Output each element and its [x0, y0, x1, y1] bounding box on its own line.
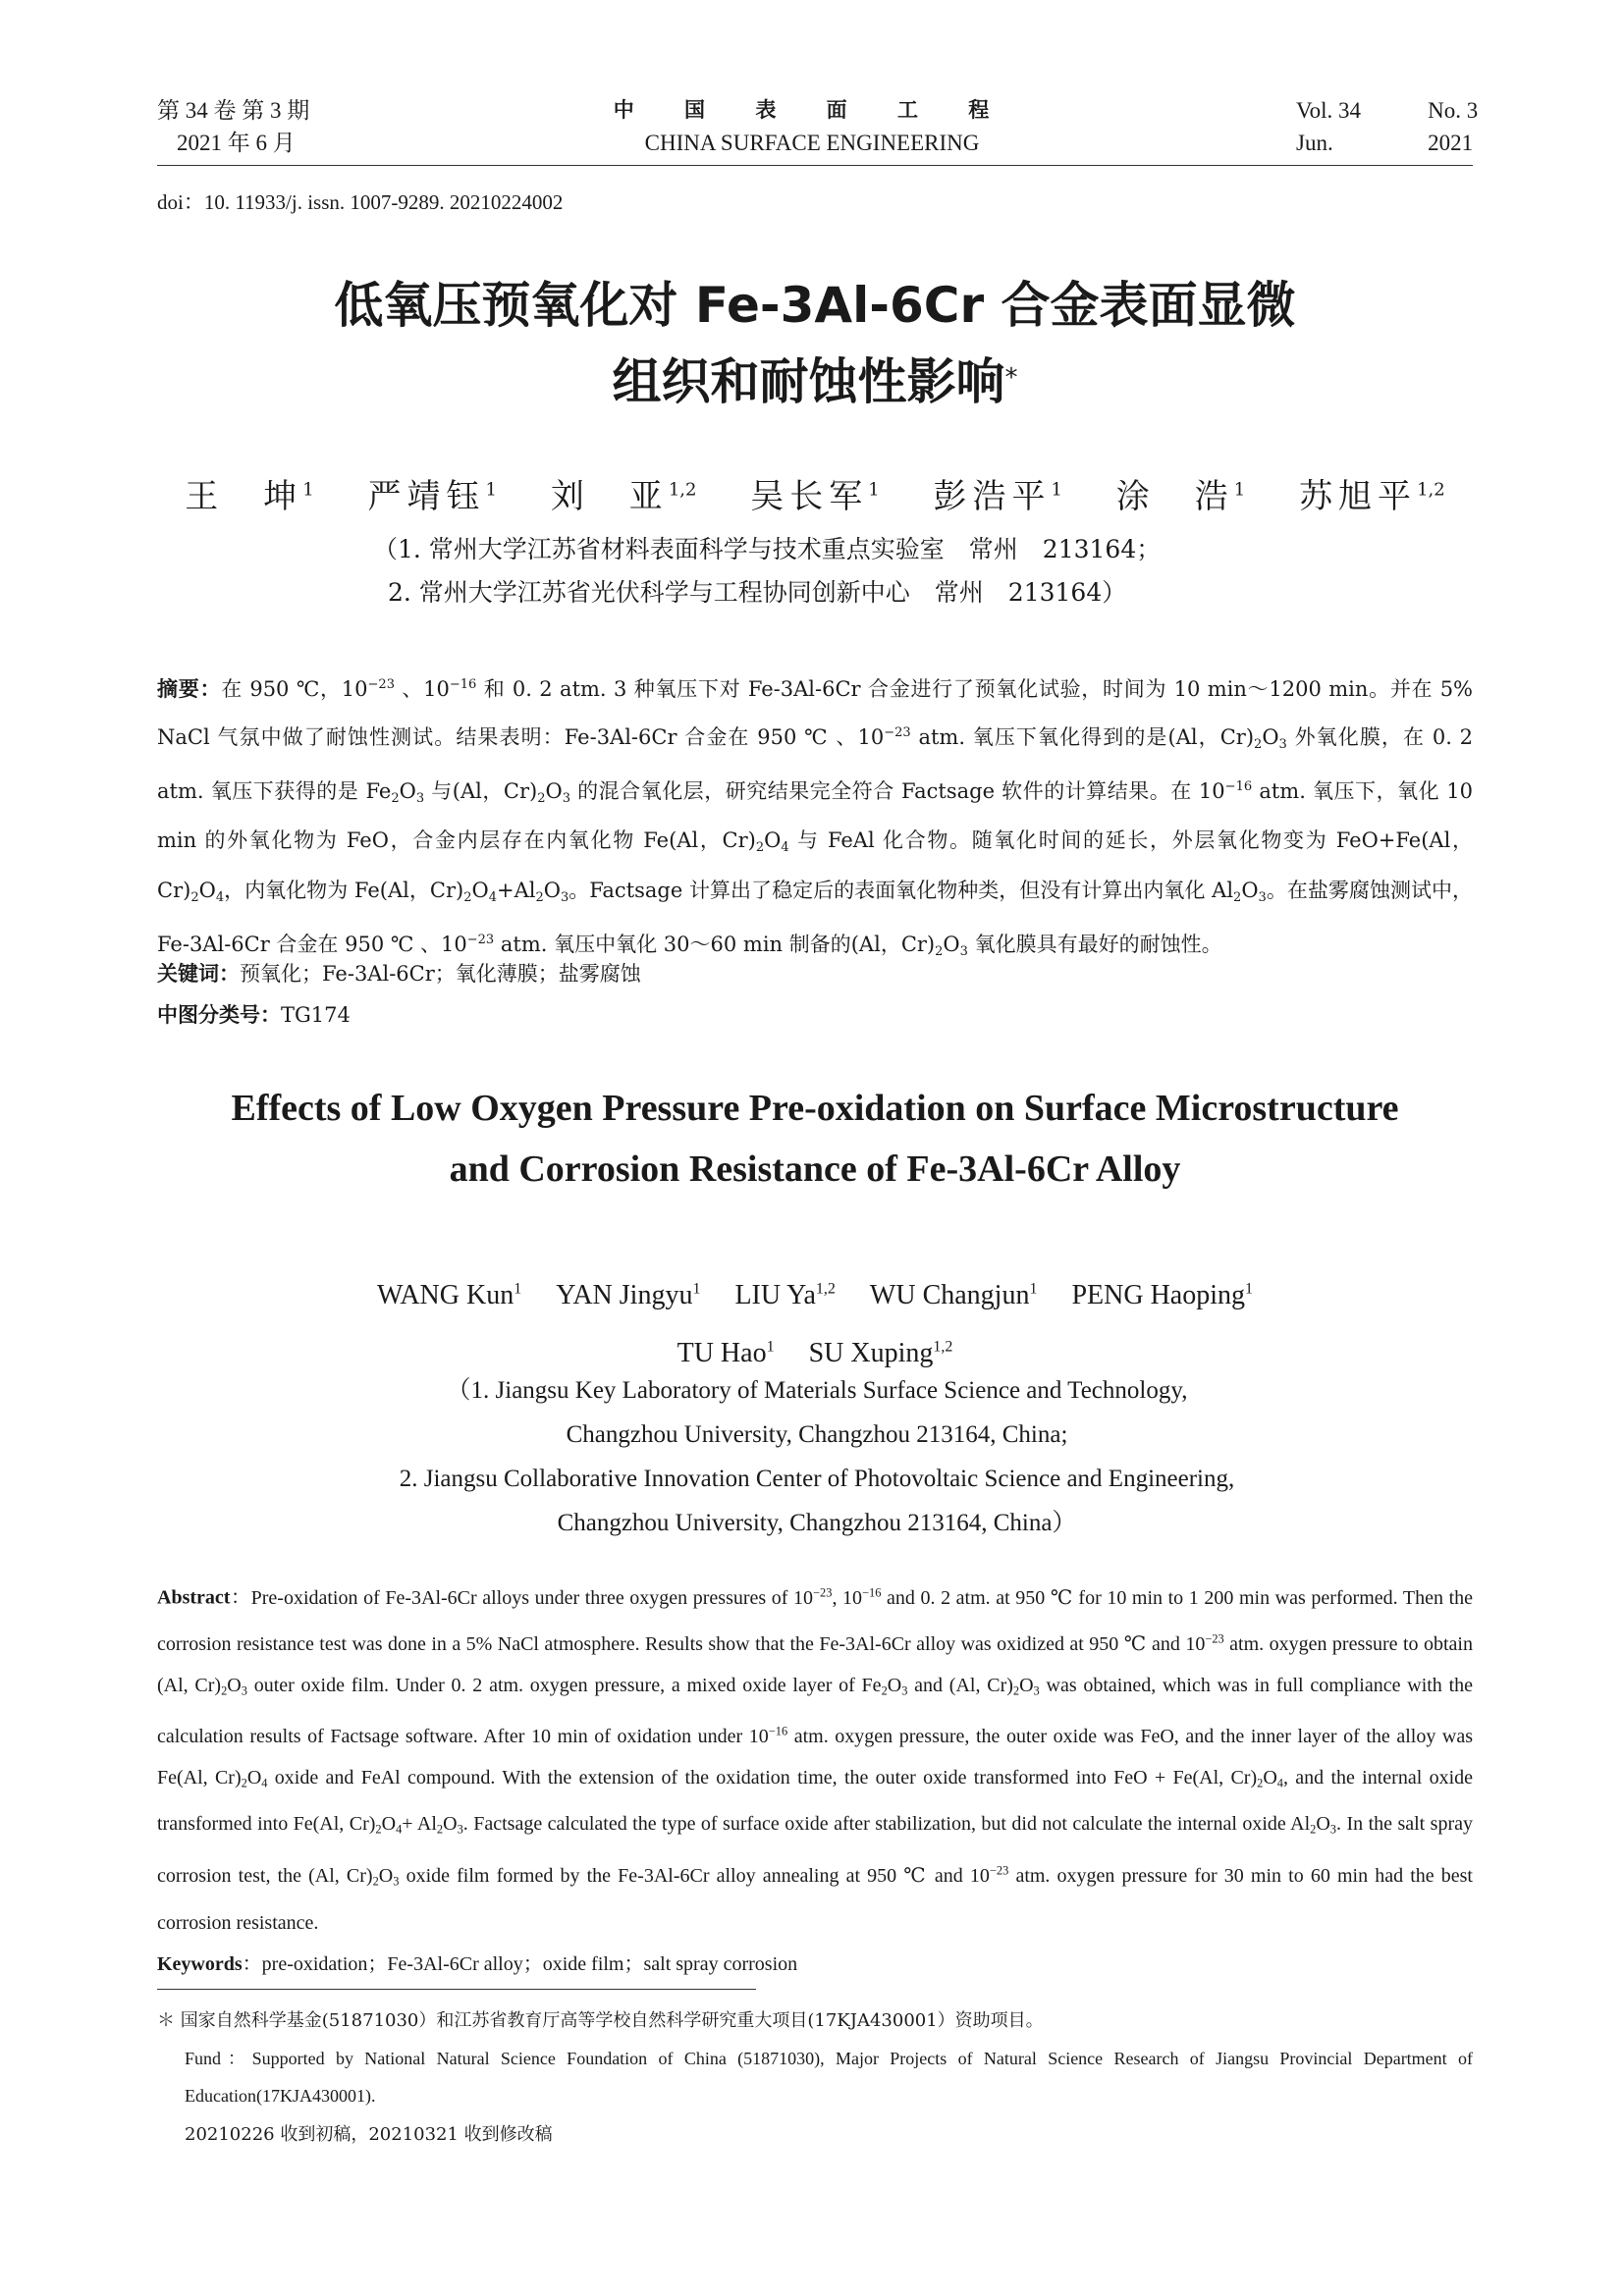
title-cn [157, 267, 1473, 420]
year-en: 2021 [1428, 131, 1474, 155]
author-en: WU Changjun$^1$ [869, 1280, 1038, 1311]
month-en: Jun. [1296, 131, 1333, 155]
author-en: WANG Kun$^1$ [377, 1280, 522, 1311]
header-rule [157, 165, 1473, 166]
authors-cn [157, 469, 1473, 517]
abstract-cn-label: 摘要： [157, 677, 222, 701]
abstract-en-label: Abstract [157, 1586, 231, 1609]
author-cn: 涂 浩$^1$ [1115, 477, 1246, 516]
author-cn: 王 坤$^1$ [185, 477, 314, 516]
issue-info-cn [157, 94, 412, 159]
classification-cn [157, 999, 1473, 1029]
volume-en: Vol. 34 [1296, 98, 1362, 123]
affiliation-cn-2: 2. 常州大学江苏省光伏科学与工程协同创新中心 常州 213164） [388, 578, 1127, 607]
author-en: SU Xuping$^{1,2}$ [808, 1337, 953, 1368]
title-en-line2: and Corrosion Resistance of Fe-3Al-6Cr Alloy [449, 1148, 1181, 1190]
affiliations-en [157, 1368, 1473, 1545]
abstract-en: Abstract：Pre-oxidation of Fe-3Al-6Cr alloys under three oxygen pressures of $10^{-23}$, $10^{-16}$ and 0. 2 atm. at 950 ℃ for 10 min to 1 200 min was performed. Then the corrosion resistance test was done in a 5% NaCl atmosphere. Results show that the Fe-3Al-6Cr alloy was oxidized at 950 ℃ and $10^{-23}$ atm. oxygen pressure to obtain (Al, $Cr)_2O_3$ outer oxide film. Under 0. 2 atm. oxygen pressure, a mixed oxide layer of $Fe_2O_3$ and (Al, $Cr)_2O_3$ was obtained, which was in full compliance with the calculation results of Factsage software. After 10 min of oxidation under $10^{-16}$ atm. oxygen pressure, the outer oxide was FeO, and the inner layer of the alloy was Fe(Al, $Cr)_2O_4$ oxide and FeAl compound. With the extension of the oxidation time, the outer oxide transformed into FeO + Fe(Al, $Cr)_2O_4$, and the internal oxide transformed into Fe(Al, $Cr)_2O_4+ Al_2O_3$. Factsage calculated the type of surface oxide after stabilization, but did not calculate the internal oxide $Al_2O_3$. In the salt spray corrosion test, the (Al, $Cr)_2O_3$ oxide film formed by the Fe-3Al-6Cr alloy annealing at 950 ℃ and $10^{-23}$ atm. oxygen pressure for 30 min to 60 min had the best corrosion resistance. [157, 1585, 1474, 1934]
abstract-cn-text: 在 950 ℃，$10^{-23}$ 、$10^{-16}$ 和 0. 2 atm. 3 种氧压下对 Fe-3Al-6Cr 合金进行了预氧化试验，时间为 10 min～1200 min。并在 5% NaCl 气氛中做了耐蚀性测试。结果表明：Fe-3Al-6Cr 合金在 950 ℃ 、$10^{-23}$ atm. 氧压下氧化得到的是(Al，$Cr)_2O_3$ 外氧化膜，在 0. 2 atm. 氧压下获得的是 $Fe_2O_3$ 与(Al，$Cr)_2O_3$ 的混合氧化层，研究结果完全符合 Factsage 软件的计算结果。在 $10^{-16}$ atm. 氧压下，氧化 10 min 的外氧化物为 FeO，合金内层存在内氧化物 Fe(Al，$Cr)_2O_4$ 与 FeAl 化合物。随氧化时间的延长，外层氧化物变为 FeO+Fe(Al，$Cr)_2O_4$，内氧化物为 Fe(Al，$Cr)_2O_4+Al_2O_3$。Factsage 计算出了稳定后的表面氧化物种类，但没有计算出内氧化 $Al_2O_3$。在盐雾腐蚀测试中，Fe-3Al-6Cr 合金在 950 ℃ 、$10^{-23}$ atm. 氧压中氧化 30～60 min 制备的(Al，$Cr)_2O_3$ 氧化膜具有最好的耐蚀性。 [157, 677, 1474, 959]
author-en: PENG Haoping$^1$ [1071, 1280, 1253, 1311]
abstract-cn [157, 664, 1473, 973]
title-cn-line2: 组织和耐蚀性影响* [612, 353, 1018, 410]
journal-name-cn: 中 国 表 面 工 程 [613, 98, 1011, 122]
title-footnote-mark[interactable]: * [1004, 363, 1018, 393]
affiliation-en-2: 2. Jiangsu Collaborative Innovation Center of Photovoltaic Science and Engineering, [399, 1466, 1235, 1492]
footnote-star: ＊ [157, 2010, 175, 2031]
keywords-cn-text: 预氧化；Fe-3Al-6Cr；氧化薄膜；盐雾腐蚀 [240, 962, 641, 986]
affiliation-en-1: （1. Jiangsu Key Laboratory of Materials Surface Science and Technology, [446, 1377, 1188, 1404]
affiliation-en-2-city: Changzhou University, Changzhou 213164, China） [557, 1510, 1077, 1536]
abstract-en-text: Pre-oxidation of Fe-3Al-6Cr alloys under three oxygen pressures of $10^{-23}$, $10^{-16}$ and 0. 2 atm. at 950 ℃ for 10 min to 1 200 min was performed. Then the corrosion resistance test was done in a 5% NaCl atmosphere. Results show that the Fe-3Al-6Cr alloy was oxidized at 950 ℃ and $10^{-23}$ atm. oxygen pressure to obtain (Al, $Cr)_2O_3$ outer oxide film. Under 0. 2 atm. oxygen pressure, a mixed oxide layer of $Fe_2O_3$ and (Al, $Cr)_2O_3$ was obtained, which was in full compliance with the calculation results of Factsage software. After 10 min of oxidation under $10^{-16}$ atm. oxygen pressure, the outer oxide was FeO, and the inner layer of the alloy was Fe(Al, $Cr)_2O_4$ oxide and FeAl compound. With the extension of the oxidation time, the outer oxide transformed into FeO + Fe(Al, $Cr)_2O_4$, and the internal oxide transformed into Fe(Al, $Cr)_2O_4+ Al_2O_3$. Factsage calculated the type of surface oxide after stabilization, but did not calculate the internal oxide $Al_2O_3$. In the salt spray corrosion test, the (Al, $Cr)_2O_3$ oxide film formed by the Fe-3Al-6Cr alloy annealing at 950 ℃ and $10^{-23}$ atm. oxygen pressure for 30 min to 60 min had the best corrosion resistance. [157, 1585, 1474, 1934]
keywords-en-text: pre-oxidation；Fe-3Al-6Cr alloy；oxide film；salt spray corrosion [261, 1953, 798, 1975]
author-cn: 彭浩平$^1$ [933, 477, 1062, 516]
keywords-en-label: Keywords [157, 1953, 243, 1975]
keywords-cn-label: 关键词： [157, 962, 240, 986]
volume-issue-cn: 第 34 卷 第 3 期 [157, 98, 310, 123]
footnote-received-dates: 20210226 收到初稿，20210321 收到修改稿 [185, 2124, 553, 2145]
journal-name-en: CHINA SURFACE ENGINEERING [644, 131, 980, 155]
author-cn: 刘 亚$^{1,2}$ [550, 477, 697, 516]
title-en-line1: Effects of Low Oxygen Pressure Pre-oxidation on Surface Microstructure [231, 1088, 1399, 1129]
number-en: No. 3 [1428, 98, 1479, 123]
author-cn: 严靖钰$^1$ [367, 477, 497, 516]
classification-label: 中图分类号： [157, 1003, 281, 1027]
author-en: YAN Jingyu$^1$ [556, 1280, 701, 1311]
doi[interactable]: doi：10. 11933/j. issn. 1007-9289. 20210224002 [157, 190, 564, 214]
fund-cn-text: 国家自然科学基金(51871030）和江苏省教育厅高等学校自然科学研究重大项目(17KJA430001）资助项目。 [180, 2010, 1044, 2031]
authors-en [157, 1264, 1473, 1379]
affiliation-cn-1: （1. 常州大学江苏省材料表面科学与技术重点实验室 常州 213164； [373, 535, 1162, 563]
issue-info-en [1276, 94, 1512, 159]
footnote-rule [157, 1989, 756, 1990]
title-en [157, 1078, 1473, 1200]
keywords-en: Keywords：pre-oxidation；Fe-3Al-6Cr alloy；oxide film；salt spray corrosion [157, 1953, 798, 1975]
authors-en-row1 [157, 1264, 1473, 1321]
classification-code: TG174 [281, 1003, 351, 1027]
footnote-fund-cn [157, 2002, 1473, 2040]
author-en: TU Hao$^1$ [677, 1337, 775, 1368]
title-cn-line1: 低氧压预氧化对 Fe-3Al-6Cr 合金表面显微 [334, 277, 1296, 334]
keywords-cn [157, 958, 1473, 988]
author-cn: 苏旭平$^{1,2}$ [1299, 477, 1445, 516]
footnote-fund-en: Fund：Supported by National Natural Science Foundation of China (51871030), Major Projects of Natural Science Research of Jiangsu Provincial Department of Education(17KJA430001). [185, 2049, 1473, 2106]
affiliation-en-1-city: Changzhou University, Changzhou 213164, China; [566, 1421, 1068, 1448]
journal-name [517, 94, 1107, 159]
author-cn: 吴长军$^1$ [750, 477, 880, 516]
date-cn: 2021 年 6 月 [177, 131, 296, 155]
author-en: LIU Ya$^{1,2}$ [734, 1280, 836, 1311]
